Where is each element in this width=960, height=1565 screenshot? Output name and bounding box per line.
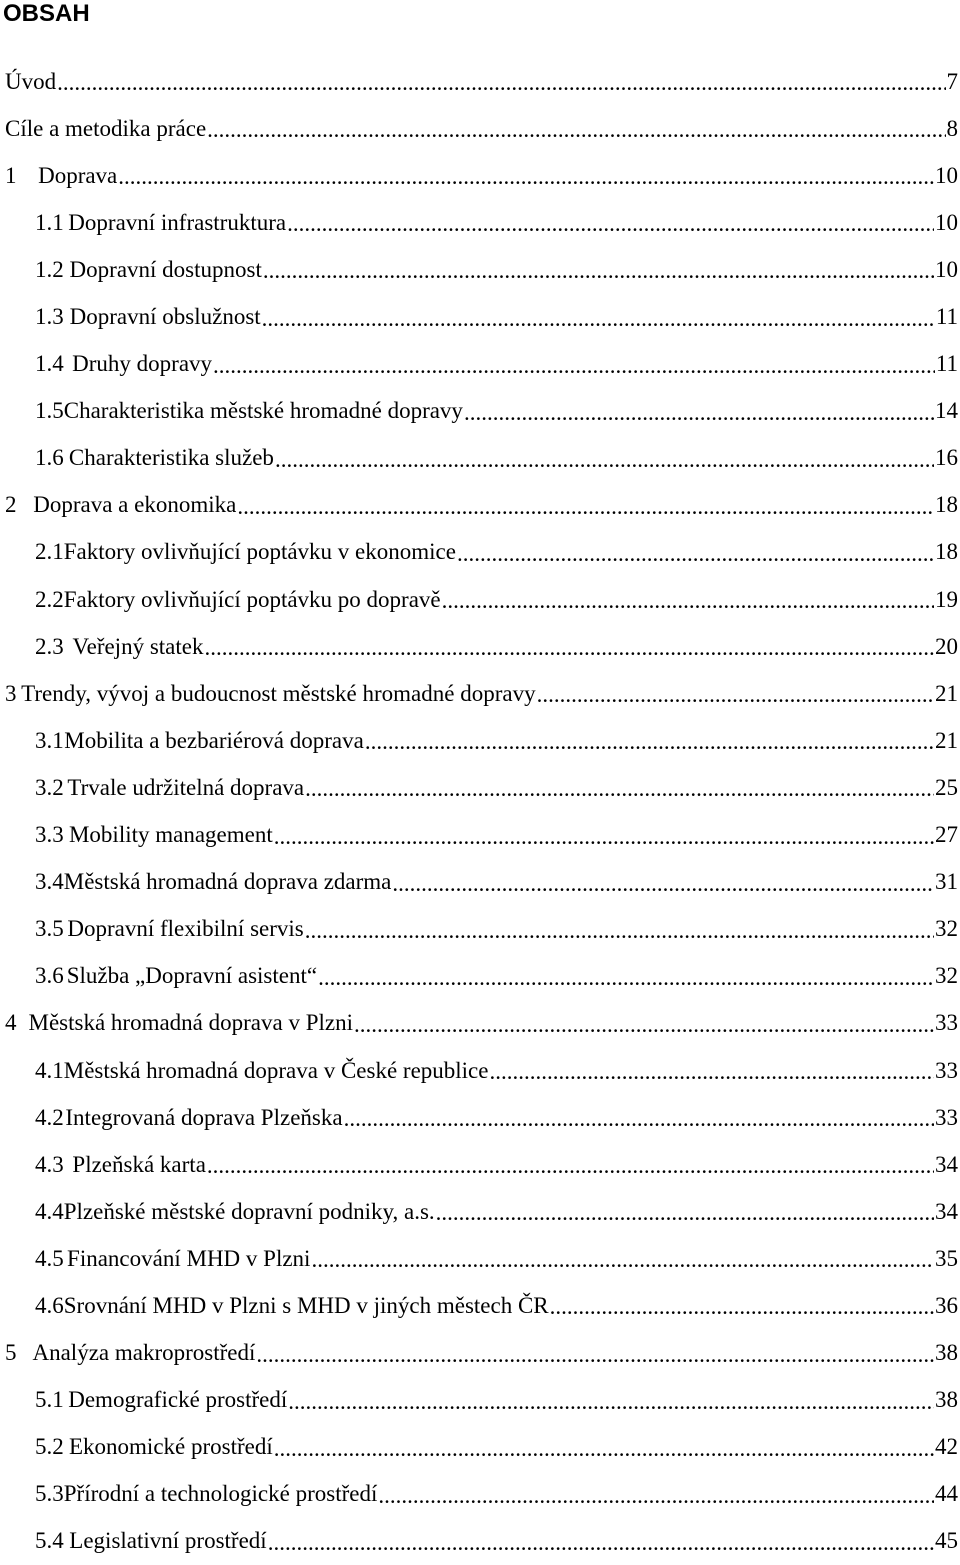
dot-leader (354, 1013, 934, 1036)
toc-entry-number: 4.1 (0, 1058, 64, 1084)
toc-entry-title: Městská hromadná doprava v Plzni (29, 1010, 353, 1036)
toc-entry-title: Analýza makroprostředí (32, 1340, 255, 1366)
toc-entry[interactable] (0, 1000, 960, 1047)
toc-entry-number: 4.3 (0, 1152, 72, 1178)
toc-entry-number: 1.1 (0, 210, 68, 236)
toc-heading: OBSAH (3, 0, 90, 30)
toc-entry-title: Charakteristika služeb (69, 445, 274, 471)
dot-leader (118, 165, 934, 188)
toc-entry-page: 31 (935, 869, 960, 895)
toc-entry-title: Služba „Dopravní asistent“ (67, 963, 317, 989)
toc-entry-number: 3 (0, 681, 21, 707)
toc-entry-page: 8 (947, 116, 960, 142)
toc-entry-number: 4.6 (0, 1293, 64, 1319)
toc-entry[interactable] (0, 1330, 960, 1377)
toc-entry-page: 34 (935, 1152, 960, 1178)
toc-entry-page: 34 (935, 1199, 960, 1225)
toc-entry-title: Charakteristika městské hromadné dopravy (64, 398, 463, 424)
toc-entry[interactable] (0, 482, 960, 529)
toc-entry-title: Trendy, vývoj a budoucnost městské hromadné dopravy (21, 681, 535, 707)
toc-entry-number: 2.3 (0, 634, 73, 660)
toc-entry-page: 44 (935, 1481, 960, 1507)
toc-entry-title: Plzeňské městské dopravní podniky, a.s. (64, 1199, 435, 1225)
toc-entry-number: 3.6 (0, 963, 67, 989)
toc-entry-title: Úvod (0, 69, 56, 95)
toc-entry-page: 14 (935, 398, 960, 424)
dot-leader (305, 777, 934, 800)
toc-entry[interactable] (0, 388, 960, 435)
toc-entry-number: 1.6 (0, 445, 69, 471)
toc-entry[interactable] (0, 1518, 960, 1565)
toc-entry-title: Přírodní a technologické prostředí (64, 1481, 378, 1507)
toc-entry[interactable] (0, 529, 960, 576)
toc-entry[interactable] (0, 576, 960, 623)
toc-entry-number: 5 (0, 1340, 32, 1366)
toc-entry[interactable] (0, 246, 960, 293)
toc-entry-page: 33 (935, 1105, 960, 1131)
toc-entry-page: 16 (935, 445, 960, 471)
toc-entry-number: 5.2 (0, 1434, 69, 1460)
toc-entry-page: 32 (935, 916, 960, 942)
toc-entry-title: Dopravní obslužnost (70, 304, 261, 330)
toc-entry-number: 4.5 (0, 1246, 67, 1272)
toc-entry[interactable] (0, 152, 960, 199)
toc-entry-title: Faktory ovlivňující poptávku v ekonomice (64, 539, 456, 565)
dot-leader (237, 495, 934, 518)
toc-entry-page: 45 (935, 1528, 960, 1554)
toc-entry-title: Mobility management (69, 822, 273, 848)
toc-entry-title: Druhy dopravy (72, 351, 212, 377)
dot-leader (287, 212, 934, 235)
dot-leader (207, 1154, 934, 1177)
toc-entry[interactable] (0, 1282, 960, 1329)
toc-entry-page: 38 (935, 1387, 960, 1413)
toc-entry-title: Trvale udržitelná doprava (67, 775, 304, 801)
toc-entry-page: 35 (935, 1246, 960, 1272)
toc-entry-title: Demografické prostředí (68, 1387, 287, 1413)
toc-entry[interactable] (0, 859, 960, 906)
dot-leader (344, 1107, 934, 1130)
toc-entry-page: 10 (935, 210, 960, 236)
toc-entry-title: Městská hromadná doprava v České republice (64, 1058, 489, 1084)
toc-entry-page: 10 (935, 257, 960, 283)
dot-leader (436, 1201, 934, 1224)
dot-leader (457, 542, 934, 565)
toc-entry-title: Doprava (38, 163, 117, 189)
toc-entry-number: 2 (0, 492, 33, 518)
dot-leader (311, 1248, 934, 1271)
toc-entry-number: 3.1 (0, 728, 64, 754)
dot-leader (392, 872, 934, 895)
dot-leader (550, 1295, 934, 1318)
toc-entry-number: 1 (0, 163, 38, 189)
toc-entry-number: 4.4 (0, 1199, 64, 1225)
dot-leader (288, 1390, 934, 1413)
toc-entry[interactable] (0, 1377, 960, 1424)
toc-entry[interactable] (0, 906, 960, 953)
toc-entry-number: 3.2 (0, 775, 67, 801)
toc-entry-title: Mobilita a bezbariérová doprava (64, 728, 364, 754)
toc-entry-title: Srovnání MHD v Plzni s MHD v jiných městech ČR (64, 1293, 549, 1319)
dot-leader (204, 636, 934, 659)
toc-entry-page: 18 (935, 539, 960, 565)
toc-entry-number: 5.4 (0, 1528, 69, 1554)
dot-leader (442, 589, 934, 612)
toc-entry-page: 25 (935, 775, 960, 801)
dot-leader (275, 448, 934, 471)
toc-entry-page: 10 (935, 163, 960, 189)
toc-entry[interactable] (0, 1424, 960, 1471)
dot-leader (207, 118, 945, 141)
toc-entry[interactable] (0, 1235, 960, 1282)
toc-entry-page: 42 (935, 1434, 960, 1460)
dot-leader (489, 1060, 934, 1083)
toc-entry-page: 11 (936, 304, 960, 330)
dot-leader (57, 71, 945, 94)
toc-entry-number: 3.3 (0, 822, 69, 848)
toc-entry[interactable] (0, 812, 960, 859)
toc-entry-number: 2.2 (0, 587, 64, 613)
table-of-contents (0, 58, 960, 1565)
dot-leader (213, 354, 935, 377)
dot-leader (274, 825, 934, 848)
toc-entry[interactable] (0, 623, 960, 670)
toc-entry[interactable] (0, 435, 960, 482)
toc-entry-title: Faktory ovlivňující poptávku po dopravě (64, 587, 441, 613)
toc-entry-title: Dopravní flexibilní servis (67, 916, 303, 942)
toc-entry-title: Dopravní dostupnost (70, 257, 262, 283)
toc-entry-page: 21 (935, 728, 960, 754)
toc-entry-number: 5.3 (0, 1481, 64, 1507)
toc-entry-number: 1.5 (0, 398, 64, 424)
dot-leader (305, 919, 934, 942)
toc-entry-title: Dopravní infrastruktura (68, 210, 286, 236)
toc-entry-page: 21 (935, 681, 960, 707)
toc-entry-title: Legislativní prostředí (69, 1528, 266, 1554)
toc-entry[interactable] (0, 1094, 960, 1141)
toc-entry-number: 3.5 (0, 916, 67, 942)
dot-leader (256, 1343, 934, 1366)
toc-entry-title: Integrovaná doprava Plzeňska (65, 1105, 342, 1131)
toc-entry-title: Cíle a metodika práce (0, 116, 206, 142)
toc-entry[interactable] (0, 717, 960, 764)
toc-entry-number: 2.1 (0, 539, 64, 565)
toc-entry-page: 19 (935, 587, 960, 613)
dot-leader (365, 730, 934, 753)
toc-entry[interactable] (0, 341, 960, 388)
dot-leader (274, 1437, 934, 1460)
toc-entry[interactable] (0, 1471, 960, 1518)
toc-entry-page: 33 (935, 1058, 960, 1084)
toc-entry[interactable] (0, 953, 960, 1000)
dot-leader (378, 1484, 934, 1507)
toc-entry-number: 1.4 (0, 351, 72, 377)
dot-leader (318, 966, 934, 989)
toc-entry-page: 38 (935, 1340, 960, 1366)
toc-entry-title: Doprava a ekonomika (33, 492, 236, 518)
dot-leader (263, 259, 934, 282)
toc-entry-number: 4 (0, 1010, 29, 1036)
toc-entry[interactable] (0, 105, 960, 152)
toc-entry-title: Financování MHD v Plzni (67, 1246, 310, 1272)
toc-entry-title: Městská hromadná doprava zdarma (64, 869, 392, 895)
toc-entry-number: 1.2 (0, 257, 70, 283)
toc-entry-title: Veřejný statek (73, 634, 204, 660)
toc-entry[interactable] (0, 199, 960, 246)
toc-entry-title: Ekonomické prostředí (69, 1434, 273, 1460)
toc-entry-number: 5.1 (0, 1387, 68, 1413)
toc-entry-page: 27 (935, 822, 960, 848)
toc-entry[interactable] (0, 293, 960, 340)
toc-entry-number: 3.4 (0, 869, 64, 895)
toc-entry-page: 7 (947, 69, 960, 95)
toc-entry[interactable] (0, 1047, 960, 1094)
toc-entry-page: 36 (935, 1293, 960, 1319)
toc-entry-page: 20 (935, 634, 960, 660)
dot-leader (537, 683, 934, 706)
dot-leader (268, 1531, 934, 1554)
toc-entry[interactable] (0, 58, 960, 105)
toc-entry[interactable] (0, 670, 960, 717)
toc-entry-number: 4.2 (0, 1105, 65, 1131)
toc-entry-page: 18 (935, 492, 960, 518)
toc-entry-page: 33 (935, 1010, 960, 1036)
toc-entry[interactable] (0, 1188, 960, 1235)
toc-entry-page: 32 (935, 963, 960, 989)
toc-entry[interactable] (0, 764, 960, 811)
dot-leader (464, 401, 934, 424)
toc-entry-page: 11 (936, 351, 960, 377)
dot-leader (262, 307, 935, 330)
toc-entry-title: Plzeňská karta (72, 1152, 205, 1178)
toc-entry[interactable] (0, 1141, 960, 1188)
toc-entry-number: 1.3 (0, 304, 70, 330)
